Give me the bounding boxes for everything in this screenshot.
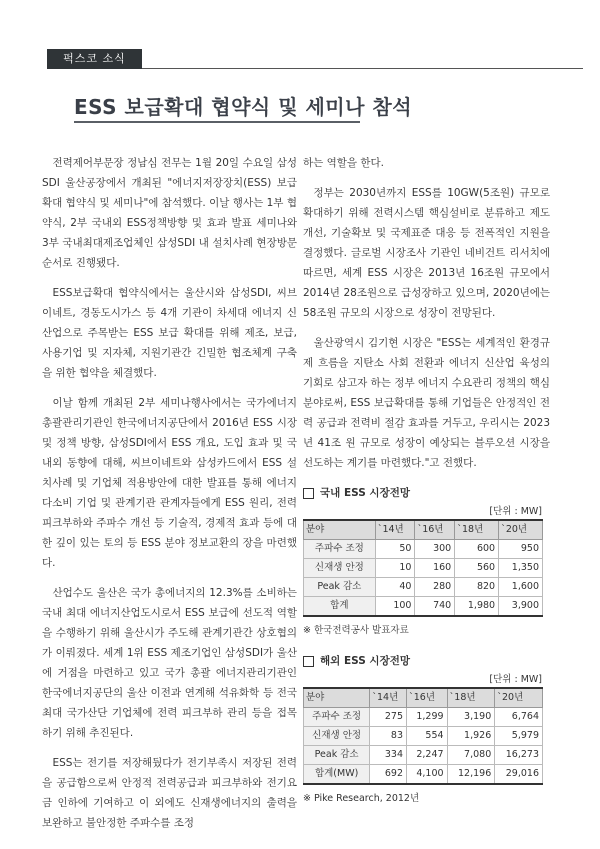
- domestic-unit: [단위 : MW]: [489, 506, 542, 517]
- table-total-row: [304, 765, 543, 785]
- domestic-heading-text: 국내 ESS 시장전망: [320, 487, 410, 499]
- table-cell: 950: [499, 540, 543, 559]
- table-row: [304, 708, 543, 727]
- table-cell: 820: [455, 578, 499, 597]
- table-cell: 160: [415, 559, 455, 578]
- paragraph: 전력제어부문장 정남심 전무는 1월 20일 수요일 삼성SDI 울산공장에서 개최된 "에너지저장장치(ESS) 보급확대 협약식 및 세미나"에 참석했다. 이날 행사는 1부 협약식, 2부 국내외 ESS정책방향 및 효과 발표 세미나와 3부 국내최대제조업체인 삼성SDI 내 설치사례 현장방문 순서로 진행됐다.: [42, 157, 297, 269]
- table-cell: 5,979: [495, 727, 543, 746]
- right-column: [303, 153, 550, 819]
- table-cell: 10: [375, 559, 415, 578]
- table-cell: 2,247: [407, 746, 448, 765]
- table-cell: 1,926: [447, 727, 495, 746]
- overseas-table-heading: [303, 651, 550, 671]
- table-row: [304, 727, 543, 746]
- paragraph: 산업수도 울산은 국가 총에너지의 12.3%를 소비하는 국내 최대 에너지산업도시로서 ESS 보급에 선도적 역할을 수행하기 위해 울산시가 주도해 관계기관간 상호협의가 이뤄졌다. 세계 1위 ESS 제조기업인 삼성SDI가 울산에 거점을 마련하고 있고 국가 총괄 에너지관리기관인 한국에너지공단의 울산 이전과 연계해 석유화학 등 전국 최대 국가산단 기업체에 전력 피크부하 관리 등을 접목하기 위해 추진된다.: [42, 587, 297, 739]
- table-cell: 12,196: [447, 765, 495, 785]
- domestic-source-note: ※ 한국전력공사 발표자료: [303, 625, 409, 636]
- article-title: ESS 보급확대 협약식 및 세미나 참석: [74, 95, 413, 119]
- row-label: 합계(MW): [304, 765, 370, 785]
- row-label: 신재생 안정: [304, 727, 370, 746]
- column-header: `14년: [370, 688, 407, 708]
- table-cell: 3,190: [447, 708, 495, 727]
- table-cell: 1,600: [499, 578, 543, 597]
- table-row: [304, 746, 543, 765]
- column-header: `16년: [407, 688, 448, 708]
- table-cell: 3,900: [499, 597, 543, 617]
- table-row: [304, 540, 543, 559]
- overseas-source-note: ※ Pike Research, 2012년: [303, 793, 420, 804]
- column-header: `16년: [415, 520, 455, 540]
- table-row: [304, 578, 543, 597]
- table-cell: 6,764: [495, 708, 543, 727]
- table-cell: 554: [407, 727, 448, 746]
- row-label: Peak 감소: [304, 578, 376, 597]
- domestic-market-table: [303, 519, 543, 617]
- overseas-market-table: [303, 687, 543, 785]
- column-header: `18년: [455, 520, 499, 540]
- table-cell: 83: [370, 727, 407, 746]
- domestic-table-heading: [303, 483, 550, 503]
- row-label: 합계: [304, 597, 376, 617]
- table-cell: 275: [370, 708, 407, 727]
- overseas-unit: [단위 : MW]: [489, 674, 542, 685]
- square-bullet-icon: [303, 656, 314, 667]
- table-header-row: [304, 520, 543, 540]
- row-label: 주파수 조정: [304, 708, 370, 727]
- table-cell: 1,980: [455, 597, 499, 617]
- paragraph: 하는 역할을 한다.: [303, 157, 385, 169]
- overseas-heading-text: 해외 ESS 시장전망: [320, 655, 410, 667]
- square-bullet-icon: [303, 488, 314, 499]
- table-cell: 40: [375, 578, 415, 597]
- table-cell: 29,016: [495, 765, 543, 785]
- column-header: `20년: [499, 520, 543, 540]
- paragraph: ESS는 전기를 저장해뒀다가 전기부족시 저장된 전력을 공급함으로써 안정적 전력공급과 피크부하와 전기요금 인하에 기여하고 이 외에도 신재생에너지의 출력을 보완하고 불안정한 주파수를 조정: [42, 757, 297, 829]
- title-underline: [74, 121, 360, 123]
- table-cell: 740: [415, 597, 455, 617]
- column-header: `20년: [495, 688, 543, 708]
- table-cell: 1,299: [407, 708, 448, 727]
- table-cell: 692: [370, 765, 407, 785]
- paragraph: 울산광역시 김기현 시장은 "ESS는 세계적인 환경규제 흐름을 지탄소 사회 전환과 에너지 신산업 육성의 기회로 삼고자 하는 정부 에너지 수요관리 정책의 핵심 분야로써, ESS 보급확대를 통해 기업들은 안정적인 전력 공급과 전력비 절감 효과를 거두고, 우리시는 2023년 41조 원 규모로 성장이 예상되는 블루오션 시장을 선도하는 계기를 마련했다."고 전했다.: [303, 337, 550, 469]
- table-cell: 560: [455, 559, 499, 578]
- table-row: [304, 559, 543, 578]
- column-header: `14년: [375, 520, 415, 540]
- paragraph: ESS보급확대 협약식에서는 울산시와 삼성SDI, 씨브이네트, 경동도시가스 등 4개 기관이 차세대 에너지 신산업으로 주목받는 ESS 보급 확대를 위해 제조, 보급, 사용기업 및 지자체, 지원기관간 긴밀한 협조체계 구축을 위한 협약을 체결했다.: [42, 287, 297, 379]
- left-column: [42, 153, 297, 843]
- table-cell: 600: [455, 540, 499, 559]
- table-cell: 16,273: [495, 746, 543, 765]
- table-cell: 300: [415, 540, 455, 559]
- row-label: Peak 감소: [304, 746, 370, 765]
- table-total-row: [304, 597, 543, 617]
- table-cell: 7,080: [447, 746, 495, 765]
- table-cell: 1,350: [499, 559, 543, 578]
- table-cell: 280: [415, 578, 455, 597]
- table-cell: 100: [375, 597, 415, 617]
- paragraph: 정부는 2030년까지 ESS를 10GW(5조원) 규모로 확대하기 위해 전력시스템 핵심설비로 분류하고 제도개선, 기술확보 및 국제표준 대응 등 전폭적인 지원을 결정했다. 글로벌 시장조사 기관인 네비건트 리서치에 따르면, 세계 ESS 시장은 2013년 16조원 규모에서 2014년 28조원으로 급성장하고 있으며, 2020년에는 58조원 규모의 시장으로 성장이 전망된다.: [303, 187, 550, 319]
- column-header: `18년: [447, 688, 495, 708]
- header-rule: [142, 68, 583, 69]
- table-header-row: [304, 688, 543, 708]
- paragraph: 이날 함께 개최된 2부 세미나행사에서는 국가에너지총괄관리기관인 한국에너지공단에서 2016년 ESS 시장 및 정책 방향, 삼성SDI에서 ESS 개요, 도입 효과 및 국내외 동향에 대해, 씨브이네트와 삼성카드에서 ESS 설치사례 및 기업체 적용방안에 대한 발표를 통해 에너지 다소비 기업 및 관계기관 관계자들에게 ESS 원리, 전력 피크부하와 주파수 개선 등 기술적, 경제적 효과 등에 대한 깊이 있는 토의 등 ESS 분야 정보교환의 장을 마련했다.: [42, 397, 297, 569]
- column-header: 분야: [304, 688, 370, 708]
- row-label: 주파수 조정: [304, 540, 376, 559]
- section-tab: 퍽스코 소식: [47, 49, 142, 69]
- table-cell: 334: [370, 746, 407, 765]
- table-cell: 4,100: [407, 765, 448, 785]
- column-header: 분야: [304, 520, 376, 540]
- row-label: 신재생 안정: [304, 559, 376, 578]
- table-cell: 50: [375, 540, 415, 559]
